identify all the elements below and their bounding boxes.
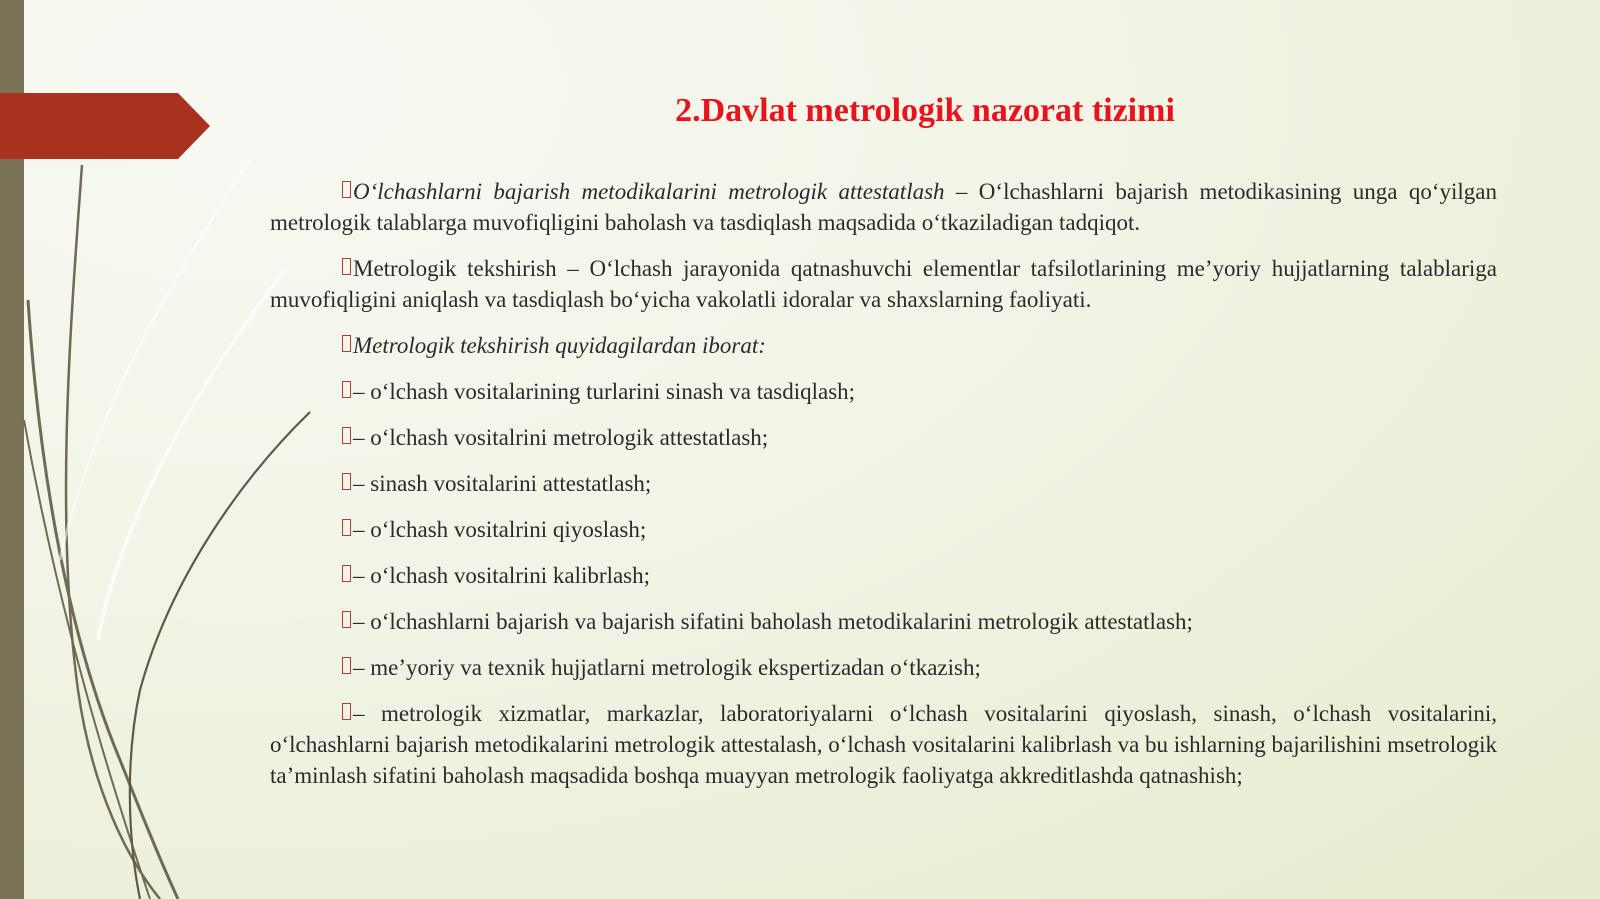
bullet-paragraph xyxy=(270,468,1497,499)
paragraph-text: Metrologik tekshirish – O‘lchash jarayonida qatnashuvchi elementlar tafsilotlarining me’yoriy hujjatlarning talablariga muvofiqligini aniqlash va tasdiqlash bo‘yicha vakolatli idoralar va shaxslarning faoliyati. xyxy=(270,256,1497,312)
bullet-paragraph xyxy=(270,176,1497,238)
bullet-paragraph xyxy=(270,560,1497,591)
bullet-paragraph xyxy=(270,652,1497,683)
paragraph-text: – o‘lchash vositalrini metrologik attestatlash; xyxy=(353,425,769,450)
bullet-paragraph xyxy=(270,606,1497,637)
paragraph-text: – o‘lchashlarni bajarish va bajarish sifatini baholash metodikalarini metrologik attestatlash; xyxy=(353,609,1193,634)
italic-term: O‘lchashlarni bajarish metodikalarini metrologik attestatlash xyxy=(353,179,945,204)
box-bullet-icon xyxy=(342,657,351,674)
bullet-paragraph xyxy=(270,698,1497,791)
slide-body xyxy=(270,176,1497,806)
bullet-paragraph xyxy=(270,422,1497,453)
paragraph-text: – me’yoriy va texnik hujjatlarni metrologik ekspertizadan o‘tkazish; xyxy=(353,655,981,680)
box-bullet-icon xyxy=(342,611,351,628)
box-bullet-icon xyxy=(342,519,351,536)
paragraph-text: – metrologik xizmatlar, markazlar, laboratoriyalarni o‘lchash vositalarini qiyoslash, sinash, o‘lchash vositalarini, o‘lchashlarni bajarish metodikalarini metrologik attestalash, o‘lchash vositalarini kalibrlash va bu ishlarning bajarilishini msetrologik ta’minlash sifatini baholash maqsadida boshqa muayyan metrologik faoliyatga akkreditlashda qatnashish; xyxy=(270,701,1498,788)
paragraph-text: – o‘lchash vositalrini qiyoslash; xyxy=(353,517,647,542)
red-arrow-tab xyxy=(0,93,210,159)
box-bullet-icon xyxy=(342,258,351,275)
slide-title: 2.Davlat metrologik nazorat tizimi xyxy=(675,92,1175,129)
box-bullet-icon xyxy=(342,427,351,444)
box-bullet-icon xyxy=(342,335,351,352)
bullet-paragraph xyxy=(270,253,1497,315)
italic-term: Metrologik tekshirish quyidagilardan iborat: xyxy=(353,333,766,358)
bullet-paragraph xyxy=(270,330,1497,361)
paragraph-text: – sinash vositalarini attestatlash; xyxy=(353,471,652,496)
box-bullet-icon xyxy=(342,703,351,720)
paragraph-text: – O‘lchashlarni bajarish metodikasining unga qo‘yilgan metrologik talablarga muvofiqligini baholash va tasdiqlash maqsadida o‘tkaziladigan tadqiqot. xyxy=(270,179,1497,235)
bullet-paragraph xyxy=(270,376,1497,407)
box-bullet-icon xyxy=(342,181,351,198)
box-bullet-icon xyxy=(342,381,351,398)
bullet-paragraph xyxy=(270,514,1497,545)
paragraph-text: – o‘lchash vositalrini kalibrlash; xyxy=(353,563,651,588)
paragraph-text: – o‘lchash vositalarining turlarini sinash va tasdiqlash; xyxy=(353,379,856,404)
box-bullet-icon xyxy=(342,473,351,490)
box-bullet-icon xyxy=(342,565,351,582)
